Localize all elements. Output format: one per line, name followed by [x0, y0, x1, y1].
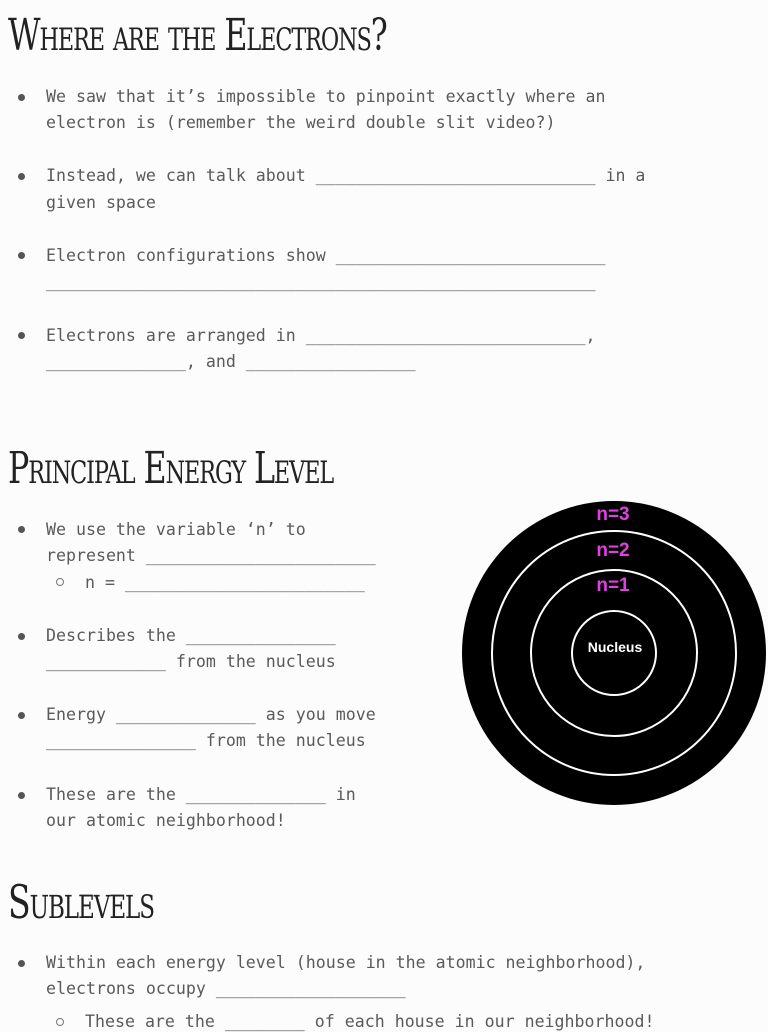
bullet-dot — [18, 960, 25, 967]
bullet-dot — [18, 94, 25, 101]
bullet-text-line: electrons occupy ___________________ — [46, 979, 406, 998]
bullet-text-line: Describes the _______________ — [46, 626, 336, 645]
bullet-text-line: given space — [46, 193, 156, 212]
level-label-n2: n=2 — [596, 540, 630, 561]
bullet-text-line: _______________________________________________________ — [46, 272, 596, 291]
level-label-n1: n=1 — [596, 575, 630, 596]
section-heading-electrons: Where are the Electrons? — [8, 10, 387, 61]
bullet-text-line: We saw that it’s impossible to pinpoint exactly where an — [46, 87, 606, 106]
sub-bullet-text: n = ________________________ — [85, 573, 365, 592]
sub-bullet-text-partial: These are the ________ of each house in our neighborhood! — [85, 1012, 655, 1031]
bullet-text-line: represent _______________________ — [46, 546, 376, 565]
bullet-dot — [18, 252, 25, 259]
bullet-dot — [18, 332, 25, 339]
bullet-dot — [18, 792, 25, 799]
bullet-dot — [18, 712, 25, 719]
bullet-text-line: Energy ______________ as you move — [46, 705, 376, 724]
bullet-dot — [18, 526, 25, 533]
sub-bullet-circle — [56, 1018, 64, 1026]
section-heading-sublevels: Sublevels — [8, 875, 154, 929]
section-heading-principal-energy-level: Principal Energy Level — [8, 443, 334, 494]
bullet-text-line: our atomic neighborhood! — [46, 811, 286, 830]
bullet-text-line: _______________ from the nucleus — [46, 731, 366, 750]
bullet-dot — [18, 633, 25, 640]
energy-level-diagram — [458, 500, 768, 806]
level-label-n3: n=3 — [596, 504, 630, 525]
bullet-text-line: ______________, and _________________ — [46, 352, 416, 371]
bullet-text-line: These are the ______________ in — [46, 785, 356, 804]
nucleus-label: Nucleus — [587, 639, 643, 655]
bullet-text-line: ____________ from the nucleus — [46, 652, 336, 671]
bullet-text-line: Instead, we can talk about ____________________________ in a — [46, 166, 646, 185]
sub-bullet-circle — [56, 578, 64, 586]
bullet-text-line: Within each energy level (house in the atomic neighborhood), — [46, 953, 646, 972]
bullet-text-line: Electrons are arranged in ____________________________, — [46, 326, 596, 345]
bullet-text-line: Electron configurations show ___________________________ — [46, 246, 606, 265]
bullet-text-line: We use the variable ‘n’ to — [46, 520, 306, 539]
bullet-dot — [18, 173, 25, 180]
bullet-text-line: electron is (remember the weird double slit video?) — [46, 113, 556, 132]
